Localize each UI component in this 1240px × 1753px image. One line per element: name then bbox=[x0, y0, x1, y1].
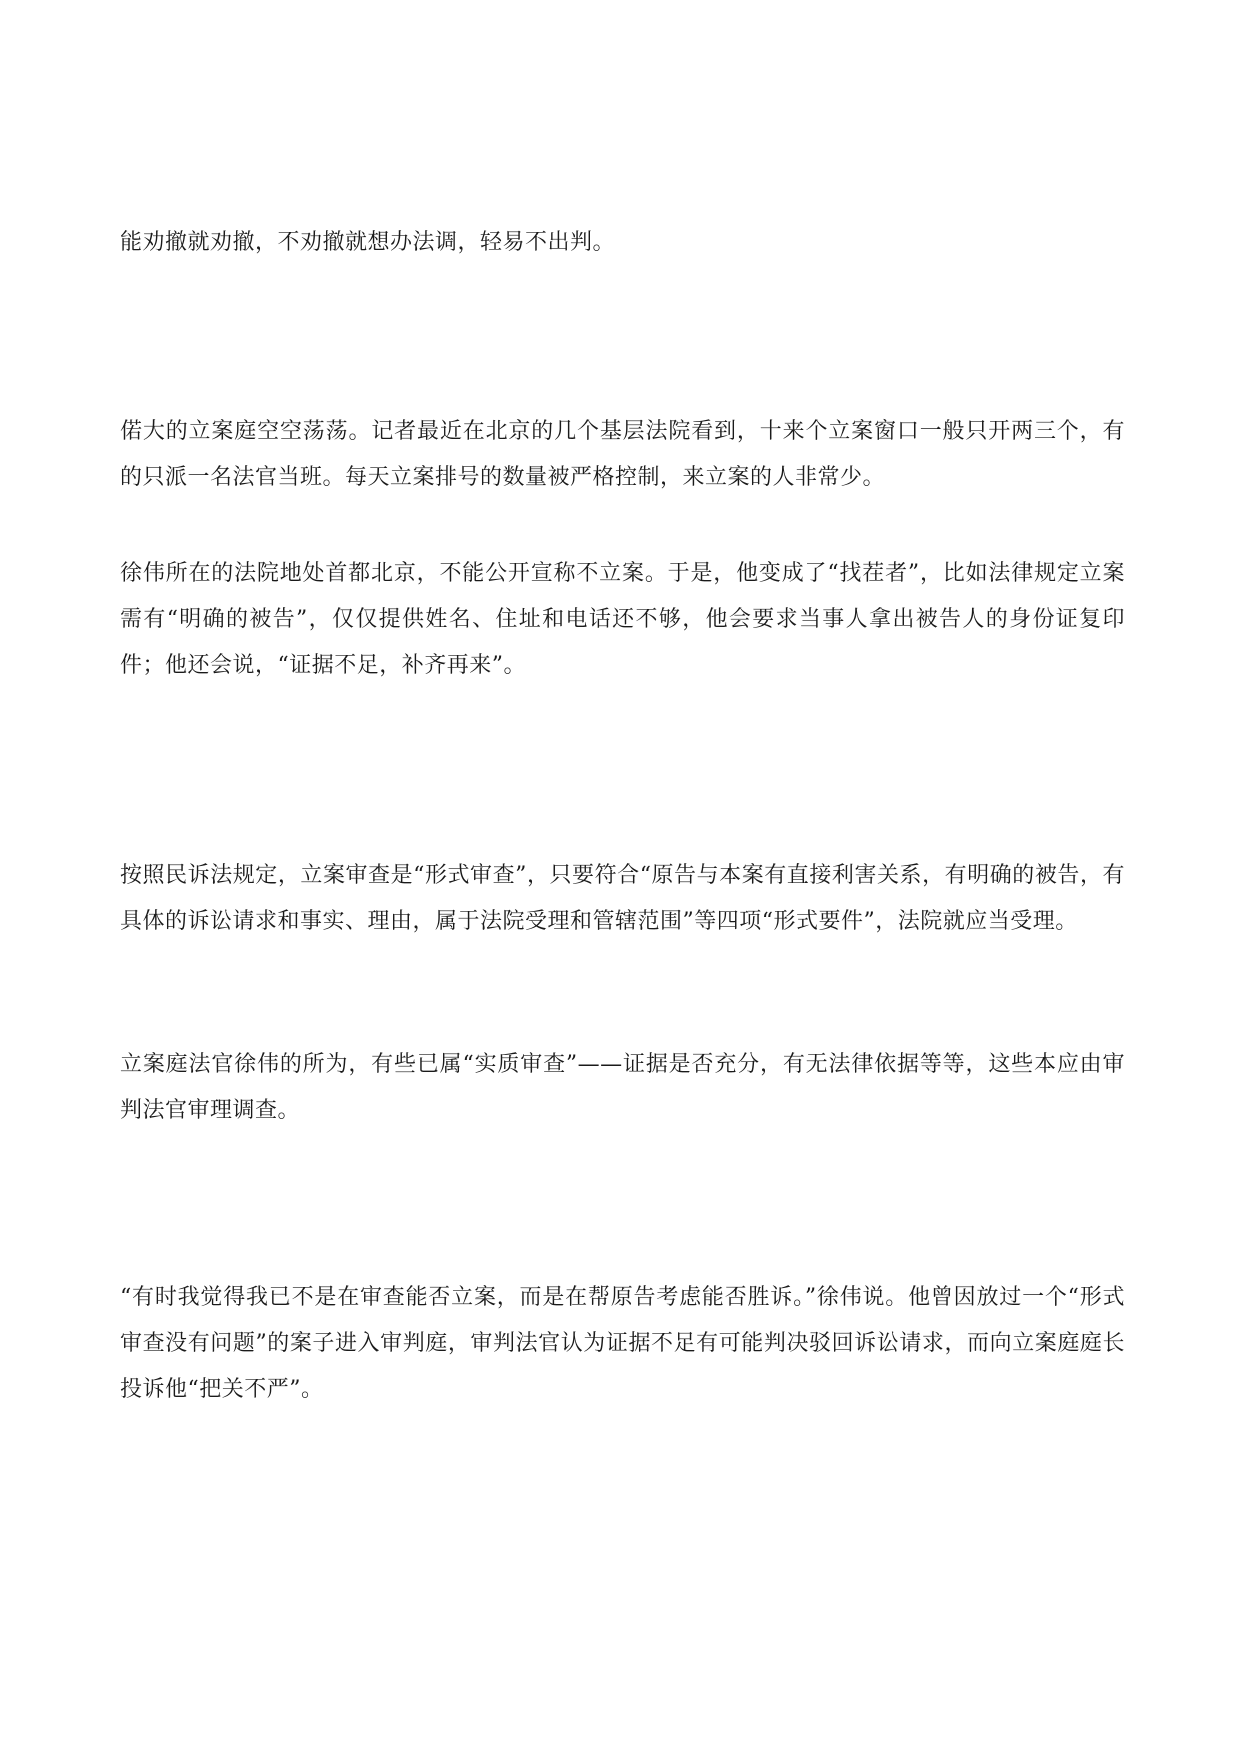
paragraph-substantive-review: 立案庭法官徐伟的所为，有些已属“实质审查”——证据是否充分，有无法律依据等等，这些本应由审判法官审理调查。 bbox=[120, 1052, 1125, 1123]
paragraph-xu-wei-nitpicker: 徐伟所在的法院地处首都北京，不能公开宣称不立案。于是，他变成了“找茬者”，比如法律规定立案需有“明确的被告”，仅仅提供姓名、住址和电话还不够，他会要求当事人拿出被告人的身份证复印件；他还会说，“证据不足，补齐再来”。 bbox=[120, 561, 1125, 678]
paragraph-mediation: 能劝撤就劝撤，不劝撤就想办法调，轻易不出判。 bbox=[120, 230, 616, 255]
paragraph-formal-review: 按照民诉法规定，立案审查是“形式审查”，只要符合“原告与本案有直接利害关系，有明确的被告，有具体的诉讼请求和事实、理由，属于法院受理和管辖范围”等四项“形式要件”，法院就应当受理。 bbox=[120, 863, 1125, 934]
paragraph-empty-court: 偌大的立案庭空空荡荡。记者最近在北京的几个基层法院看到，十来个立案窗口一般只开两三个，有的只派一名法官当班。每天立案排号的数量被严格控制，来立案的人非常少。 bbox=[120, 419, 1125, 490]
paragraph-quote-xu-wei: “有时我觉得我已不是在审查能否立案，而是在帮原告考虑能否胜诉。”徐伟说。他曾因放过一个“形式审查没有问题”的案子进入审判庭，审判法官认为证据不足有可能判决驳回诉讼请求，而向立案庭庭长投诉他“把关不严”。 bbox=[120, 1285, 1125, 1402]
